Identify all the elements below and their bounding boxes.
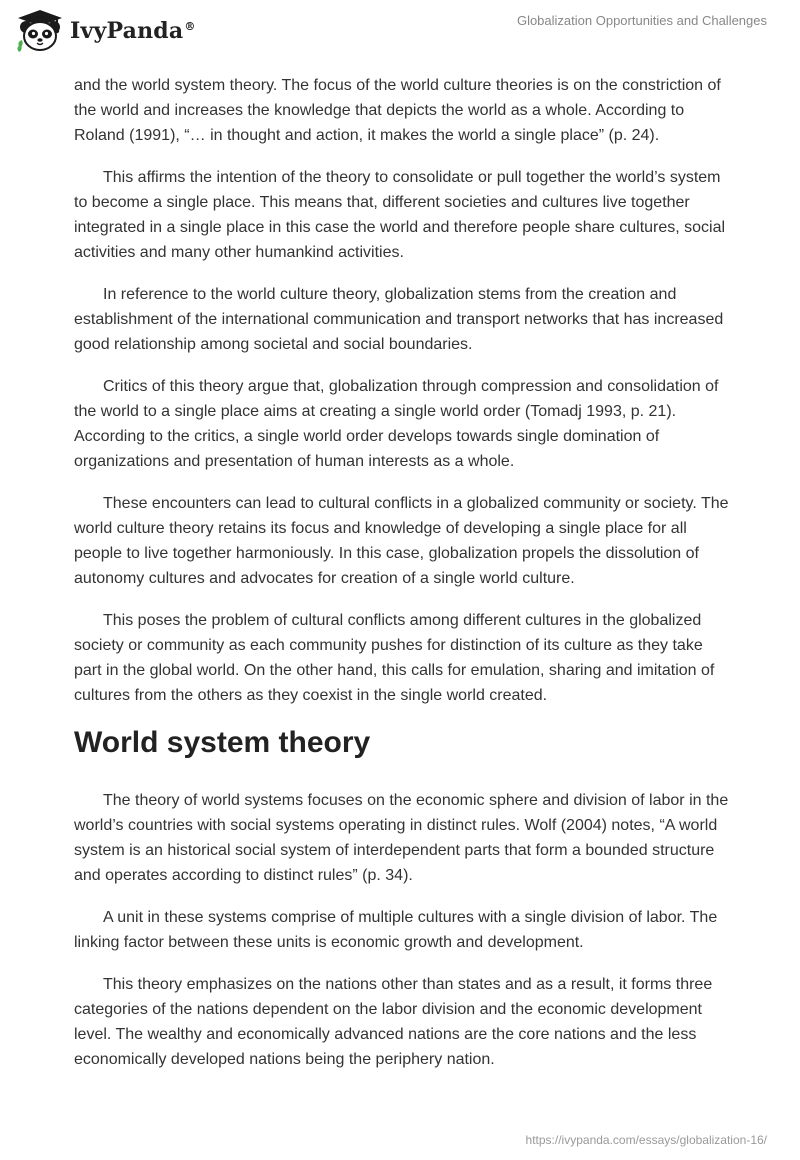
paragraph: In reference to the world culture theory, globalization stems from the creation and establishment of the international communication and transport networks that has increased good relationship among societal and social boundaries. xyxy=(74,286,724,353)
ivypanda-logo[interactable] xyxy=(16,8,196,54)
page-header xyxy=(0,0,800,60)
brand-name-text: IvyPanda xyxy=(70,18,184,44)
paragraph: Critics of this theory argue that, globalization through compression and consolidation of the world to a single place aims at creating a single world order (Tomadj 1993, p. 21). According to the critics, a single world order develops towards single domination of organizations and presentation of human interests as a whole. xyxy=(74,378,719,470)
section-heading: World system theory xyxy=(74,726,371,759)
paragraph: A unit in these systems comprise of multiple cultures with a single division of labor. The linking factor between these units is economic growth and development. xyxy=(74,909,718,951)
essay-content xyxy=(74,73,734,1089)
paragraph: The theory of world systems focuses on the economic sphere and division of labor in the world’s countries with social systems operating in distinct rules. Wolf (2004) notes, “A world system is an historical social system of interdependent parts that form a bounded structure and operates according to distinct rules” (p. 34). xyxy=(74,792,729,884)
paragraph: These encounters can lead to cultural conflicts in a globalized community or society. The world culture theory retains its focus and knowledge of developing a single place for all people to live together harmoniously. In this case, globalization propels the dissolution of autonomy cultures and advocates for creation of a single world culture. xyxy=(74,495,729,587)
brand-name xyxy=(70,18,196,44)
panda-graduate-icon xyxy=(16,8,64,54)
registered-mark: ® xyxy=(184,19,196,33)
paragraph: This theory emphasizes on the nations other than states and as a result, it forms three categories of the nations dependent on the labor division and the economic development level. The wealthy and economically advanced nations are the core nations and the less economically developed nations being the periphery nation. xyxy=(74,976,713,1068)
document-title: Globalization Opportunities and Challenges xyxy=(516,13,767,28)
source-url[interactable]: https://ivypanda.com/essays/globalization-16/ xyxy=(525,1133,767,1147)
paragraph: This affirms the intention of the theory to consolidate or pull together the world’s system to become a single place. This means that, different societies and cultures live together integrated in a single place in this case the world and therefore people share cultures, social activities and many other humankind activities. xyxy=(74,169,726,261)
paragraph-continued: and the world system theory. The focus of the world culture theories is on the constriction of the world and increases the knowledge that depicts the world as a whole. According to Roland (1991), “… in thought and action, it makes the world a single place” (p. 24). xyxy=(74,77,721,144)
paragraph: This poses the problem of cultural conflicts among different cultures in the globalized society or community as each community pushes for distinction of its culture as they take part in the global world. On the other hand, this calls for emulation, sharing and imitation of cultures from the others as they coexist in the single world created. xyxy=(74,612,715,704)
